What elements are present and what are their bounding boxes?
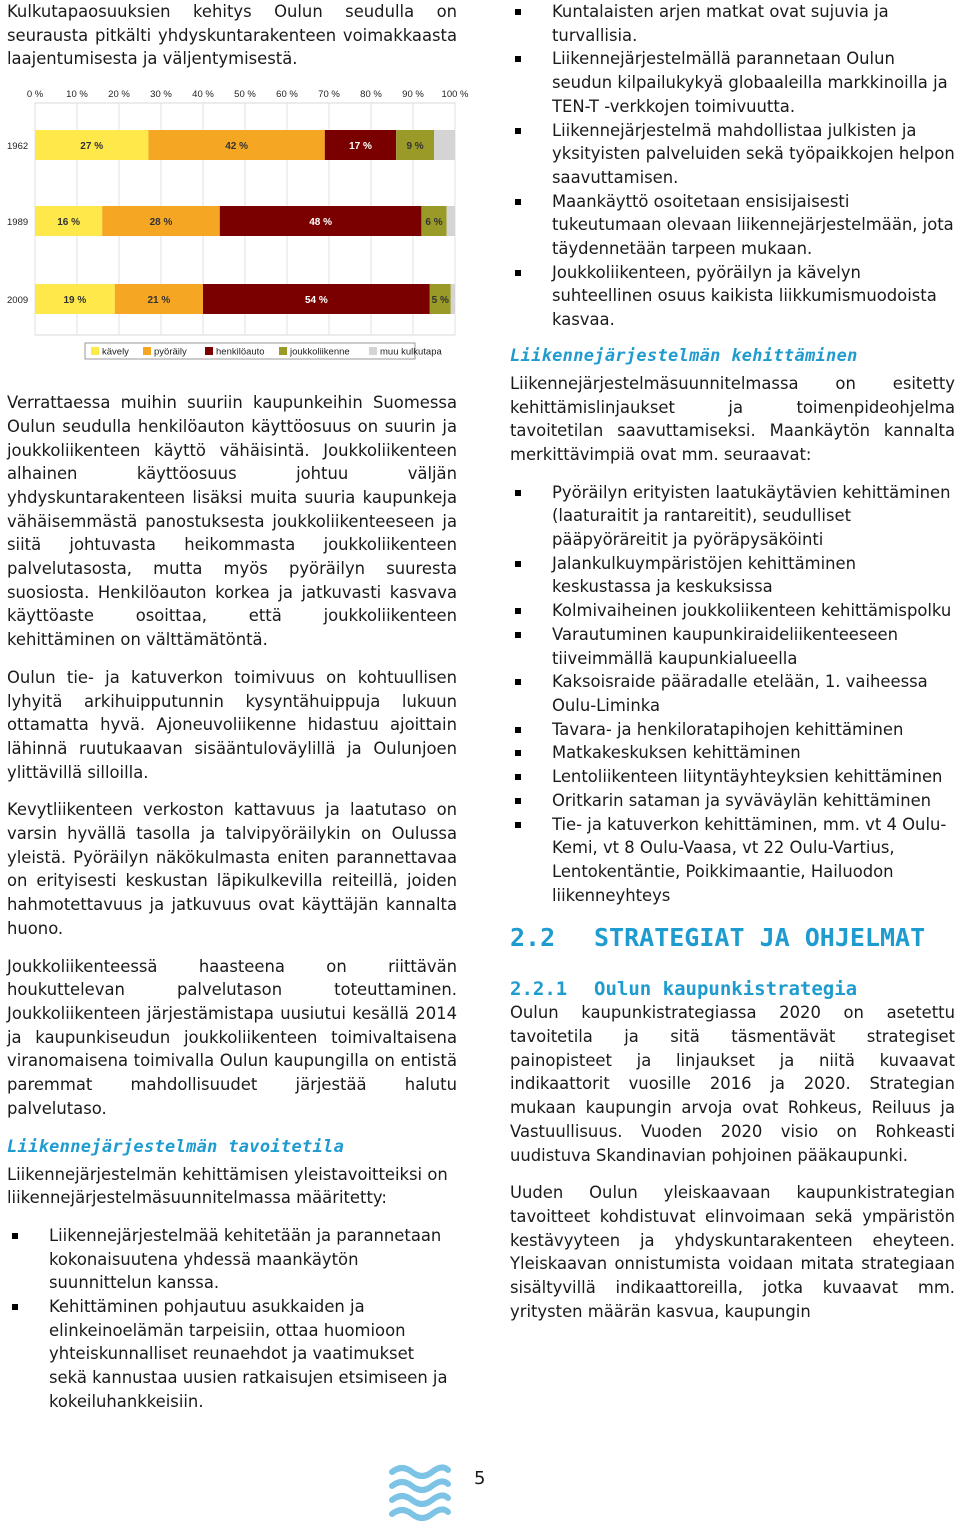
category-label: 1989 bbox=[7, 217, 29, 229]
paragraph-comparison: Verrattaessa muihin suuriin kaupunkeihin Suomessa Oulun seudulla henkilöauton käyttöosuus on suurin ja joukkoliikenteen käyttö vähäisintä. Joukkoliikenteen alhainen käyttöosuus johtuu väljän yhdyskuntarakenteen lisäksi muita suuria kaupunkeja vähäisemmästä panostuksesta joukkoliikenteeseen ja siitä johtuvasta heikommasta joukkoliikenteen palvelutasosta, mutta myös pyöräilyn suuresta suosiosta. Henkilöauton korkea ja jatkuvasti kasvava käyttöaste osoittaa, että joukkoliikenteen kehittäminen on välttämätöntä. bbox=[7, 393, 457, 650]
legend-label: henkilöauto bbox=[216, 346, 265, 358]
paragraph-development: Liikennejärjestelmäsuunnitelmassa on esitetty kehittämislinjaukset ja toimenpideohjelma tavoitetilan saavuttamiseksi. Maankäytön kannalta merkittävimpiä ovat mm. seuraavat: bbox=[510, 373, 955, 464]
x-tick-label: 80 % bbox=[360, 89, 382, 101]
right-column bbox=[510, 0, 955, 1337]
data-label: 27 % bbox=[80, 141, 104, 153]
goal-list-continued bbox=[510, 0, 955, 332]
x-tick-label: 20 % bbox=[108, 89, 130, 101]
subheading-development: Liikennejärjestelmän kehittäminen bbox=[510, 345, 858, 366]
paragraph-strategy-masterplan: Uuden Oulun yleiskaavaan kaupunkistrategian tavoitteet kohdistuvat elinvoimaan sekä ympäristön kestävyyteen ja yhdyskuntarakenteen eheyteen. Yleiskaavan onnistumista voidaan mitata strategiaan sisältyvillä indikaattoreilla, jotka kuvaavat mm. yritysten määrän kasvua, kaupungin bbox=[510, 1183, 955, 1321]
data-label: 6 % bbox=[425, 217, 443, 229]
data-label: 28 % bbox=[149, 217, 173, 229]
legend-swatch bbox=[143, 347, 151, 355]
paragraph-general-goals: Liikennejärjestelmän kehittämisen yleistavoitteiksi on liikennejärjestelmäsuunnitelmassa määritetty: bbox=[7, 1164, 448, 1208]
legend-swatch bbox=[369, 347, 377, 355]
legend-swatch bbox=[279, 347, 287, 355]
section-number: 2.2 bbox=[510, 923, 556, 953]
x-tick-label: 70 % bbox=[318, 89, 340, 101]
intro-paragraph: Kulkutapaosuuksien kehitys Oulun seudulla on seurausta pitkälti yhdyskuntarakenteen voimakkaasta laajentumisesta ja väljentymisestä. bbox=[7, 2, 457, 69]
page-number: 5 bbox=[474, 1468, 486, 1489]
x-tick-label: 100 % bbox=[441, 89, 469, 101]
list-item: Joukkoliikenteen, pyöräilyn ja kävelyn suhteellinen osuus kaikista liikkumismuodoista kasvaa. bbox=[510, 261, 955, 332]
data-label: 5 % bbox=[431, 295, 449, 307]
list-item: Kuntalaisten arjen matkat ovat sujuvia ja turvallisia. bbox=[510, 0, 955, 47]
legend-swatch bbox=[205, 347, 213, 355]
data-label: 19 % bbox=[63, 295, 87, 307]
legend-label: muu kulkutapa bbox=[380, 346, 442, 358]
section-title: STRATEGIAT JA OHJELMAT bbox=[594, 923, 926, 953]
x-tick-label: 60 % bbox=[276, 89, 298, 101]
category-label: 1962 bbox=[7, 141, 29, 153]
data-label: 17 % bbox=[349, 141, 372, 153]
list-item: Jalankulkuympäristöjen kehittäminen keskustassa ja keskuksissa bbox=[510, 552, 955, 599]
list-item: Maankäyttö osoitetaan ensisijaisesti tukeutumaan olevaan liikennejärjestelmään, jota täydennetään tarpeen mukaan. bbox=[510, 190, 955, 261]
list-item: Lentoliikenteen liityntäyhteyksien kehittäminen bbox=[510, 765, 955, 789]
paragraph-public-transport: Joukkoliikenteessä haasteena on riittävän houkuttelevan palvelutason toteuttaminen. Joukkoliikenteen järjestämistapa uusiutui kesällä 2014 ja kaupunkiseudun joukkoliikenteen toimivaltaisena viranomaisena toimivalla Oulun kaupungilla on entistä paremmat mahdollisuudet järjestää halutu palvelutaso. bbox=[7, 956, 457, 1118]
goal-list bbox=[7, 1224, 457, 1414]
list-item: Kehittäminen pohjautuu asukkaiden ja elinkeinoelämän tarpeisiin, ottaa huomioon yhteiskunnalliset reunaehdot ja vaatimukset sekä kannustaa uusien ratkaisujen etsimiseen ja kokeiluhankkeisiin. bbox=[7, 1295, 457, 1414]
data-label: 9 % bbox=[406, 141, 424, 153]
list-item: Liikennejärjestelmä mahdollistaa julkisten ja yksityisten palveluiden sekä työpaikkojen helpon saavuttamisen. bbox=[510, 119, 955, 190]
waves-logo-icon bbox=[388, 1462, 452, 1526]
list-item: Pyöräilyn erityisten laatukäytävien kehittäminen (laaturaitit ja rantareitit), seudulliset pääpyöräreitit ja pyöräpysäköinti bbox=[510, 481, 955, 552]
data-label: 54 % bbox=[305, 295, 328, 307]
development-list bbox=[510, 481, 955, 908]
list-item: Tie- ja katuverkon kehittäminen, mm. vt 4 Oulu-Kemi, vt 8 Oulu-Vaasa, vt 22 Oulu-Vartius, Lentokentäntie, Poikkimaantie, Hailuodon liikenneyhteys bbox=[510, 813, 955, 908]
data-label: 21 % bbox=[147, 295, 171, 307]
data-label: 42 % bbox=[225, 141, 248, 153]
subsection-title: Oulun kaupunkistrategia bbox=[594, 978, 858, 1001]
data-label: 48 % bbox=[309, 217, 332, 229]
bar-segment bbox=[447, 206, 455, 236]
legend-label: pyöräily bbox=[154, 346, 187, 358]
section-heading bbox=[510, 921, 955, 955]
paragraph-road-network: Oulun tie- ja katuverkon toimivuus on kohtuullisen lyhyitä arkihuipputunnin kysyntähuippuja lukuun ottamatta hyvä. Ajoneuvoliikenne hidastuu ajoittain lähinnä ruutukaavan sisääntuloväylillä ja Oulunjoen ylittävillä silloilla. bbox=[7, 667, 457, 782]
subsection-heading bbox=[510, 977, 955, 1001]
x-tick-label: 40 % bbox=[192, 89, 214, 101]
list-item: Liikennejärjestelmää kehitetään ja parannetaan kokonaisuutena yhdessä maankäytön suunnittelun kanssa. bbox=[7, 1224, 457, 1295]
x-tick-label: 90 % bbox=[402, 89, 424, 101]
list-item: Oritkarin sataman ja syväväylän kehittäminen bbox=[510, 789, 955, 813]
left-column bbox=[7, 0, 469, 1428]
bar-segment bbox=[451, 284, 455, 314]
x-tick-label: 10 % bbox=[66, 89, 88, 101]
legend-label: joukkoliikenne bbox=[290, 346, 350, 358]
legend-label: kävely bbox=[102, 346, 129, 358]
legend-swatch bbox=[91, 347, 99, 355]
x-tick-label: 30 % bbox=[150, 89, 172, 101]
paragraph-strategy: Oulun kaupunkistrategiassa 2020 on asetettu tavoitetila ja sitä täsmentävät strategiset painopisteet ja linjaukset ja niitä kuvaavat indikaattorit vuosille 2016 ja 2020. Strategian mukaan kaupungin arvoja ovat Rohkeus, Reiluus ja Vastuullisuus. Vuoden 2020 visio on Rohkeasti uudistuva Skandinavian pohjoinen pääkaupunki. bbox=[510, 1003, 955, 1165]
bar-segment bbox=[434, 130, 455, 160]
list-item: Matkakeskuksen kehittäminen bbox=[510, 741, 955, 765]
x-tick-label: 0 % bbox=[26, 89, 44, 101]
paragraph-light-traffic: Kevytliikenteen verkoston kattavuus ja laatutaso on varsin hyvällä tasolla ja talvipyöräilykin on Oulussa yleistä. Pyöräilyn näkökulmasta eniten parannettavaa on erityisesti keskustan läpikulkevilla reiteillä, joiden hahmotettavuus ja jatkuvuus ovat käyttäjän kannalta huono. bbox=[7, 800, 457, 938]
list-item: Tavara- ja henkiloratapihojen kehittäminen bbox=[510, 718, 955, 742]
modal-split-chart bbox=[7, 85, 469, 381]
list-item: Liikennejärjestelmällä parannetaan Oulun seudun kilpailukykyä globaaleilla markkinoilla ja TEN-T -verkkojen toimivuutta. bbox=[510, 47, 955, 118]
list-item: Kaksoisraide pääradalle etelään, 1. vaiheessa Oulu-Liminka bbox=[510, 670, 955, 717]
subheading-goal-state: Liikennejärjestelmän tavoitetila bbox=[7, 1136, 345, 1157]
subsection-number: 2.2.1 bbox=[510, 978, 568, 1001]
category-label: 2009 bbox=[7, 295, 29, 307]
data-label: 16 % bbox=[57, 217, 80, 229]
x-tick-label: 50 % bbox=[234, 89, 256, 101]
list-item: Kolmivaiheinen joukkoliikenteen kehittämispolku bbox=[510, 599, 955, 623]
list-item: Varautuminen kaupunkiraideliikenteeseen tiiveimmällä kaupunkialueella bbox=[510, 623, 955, 670]
